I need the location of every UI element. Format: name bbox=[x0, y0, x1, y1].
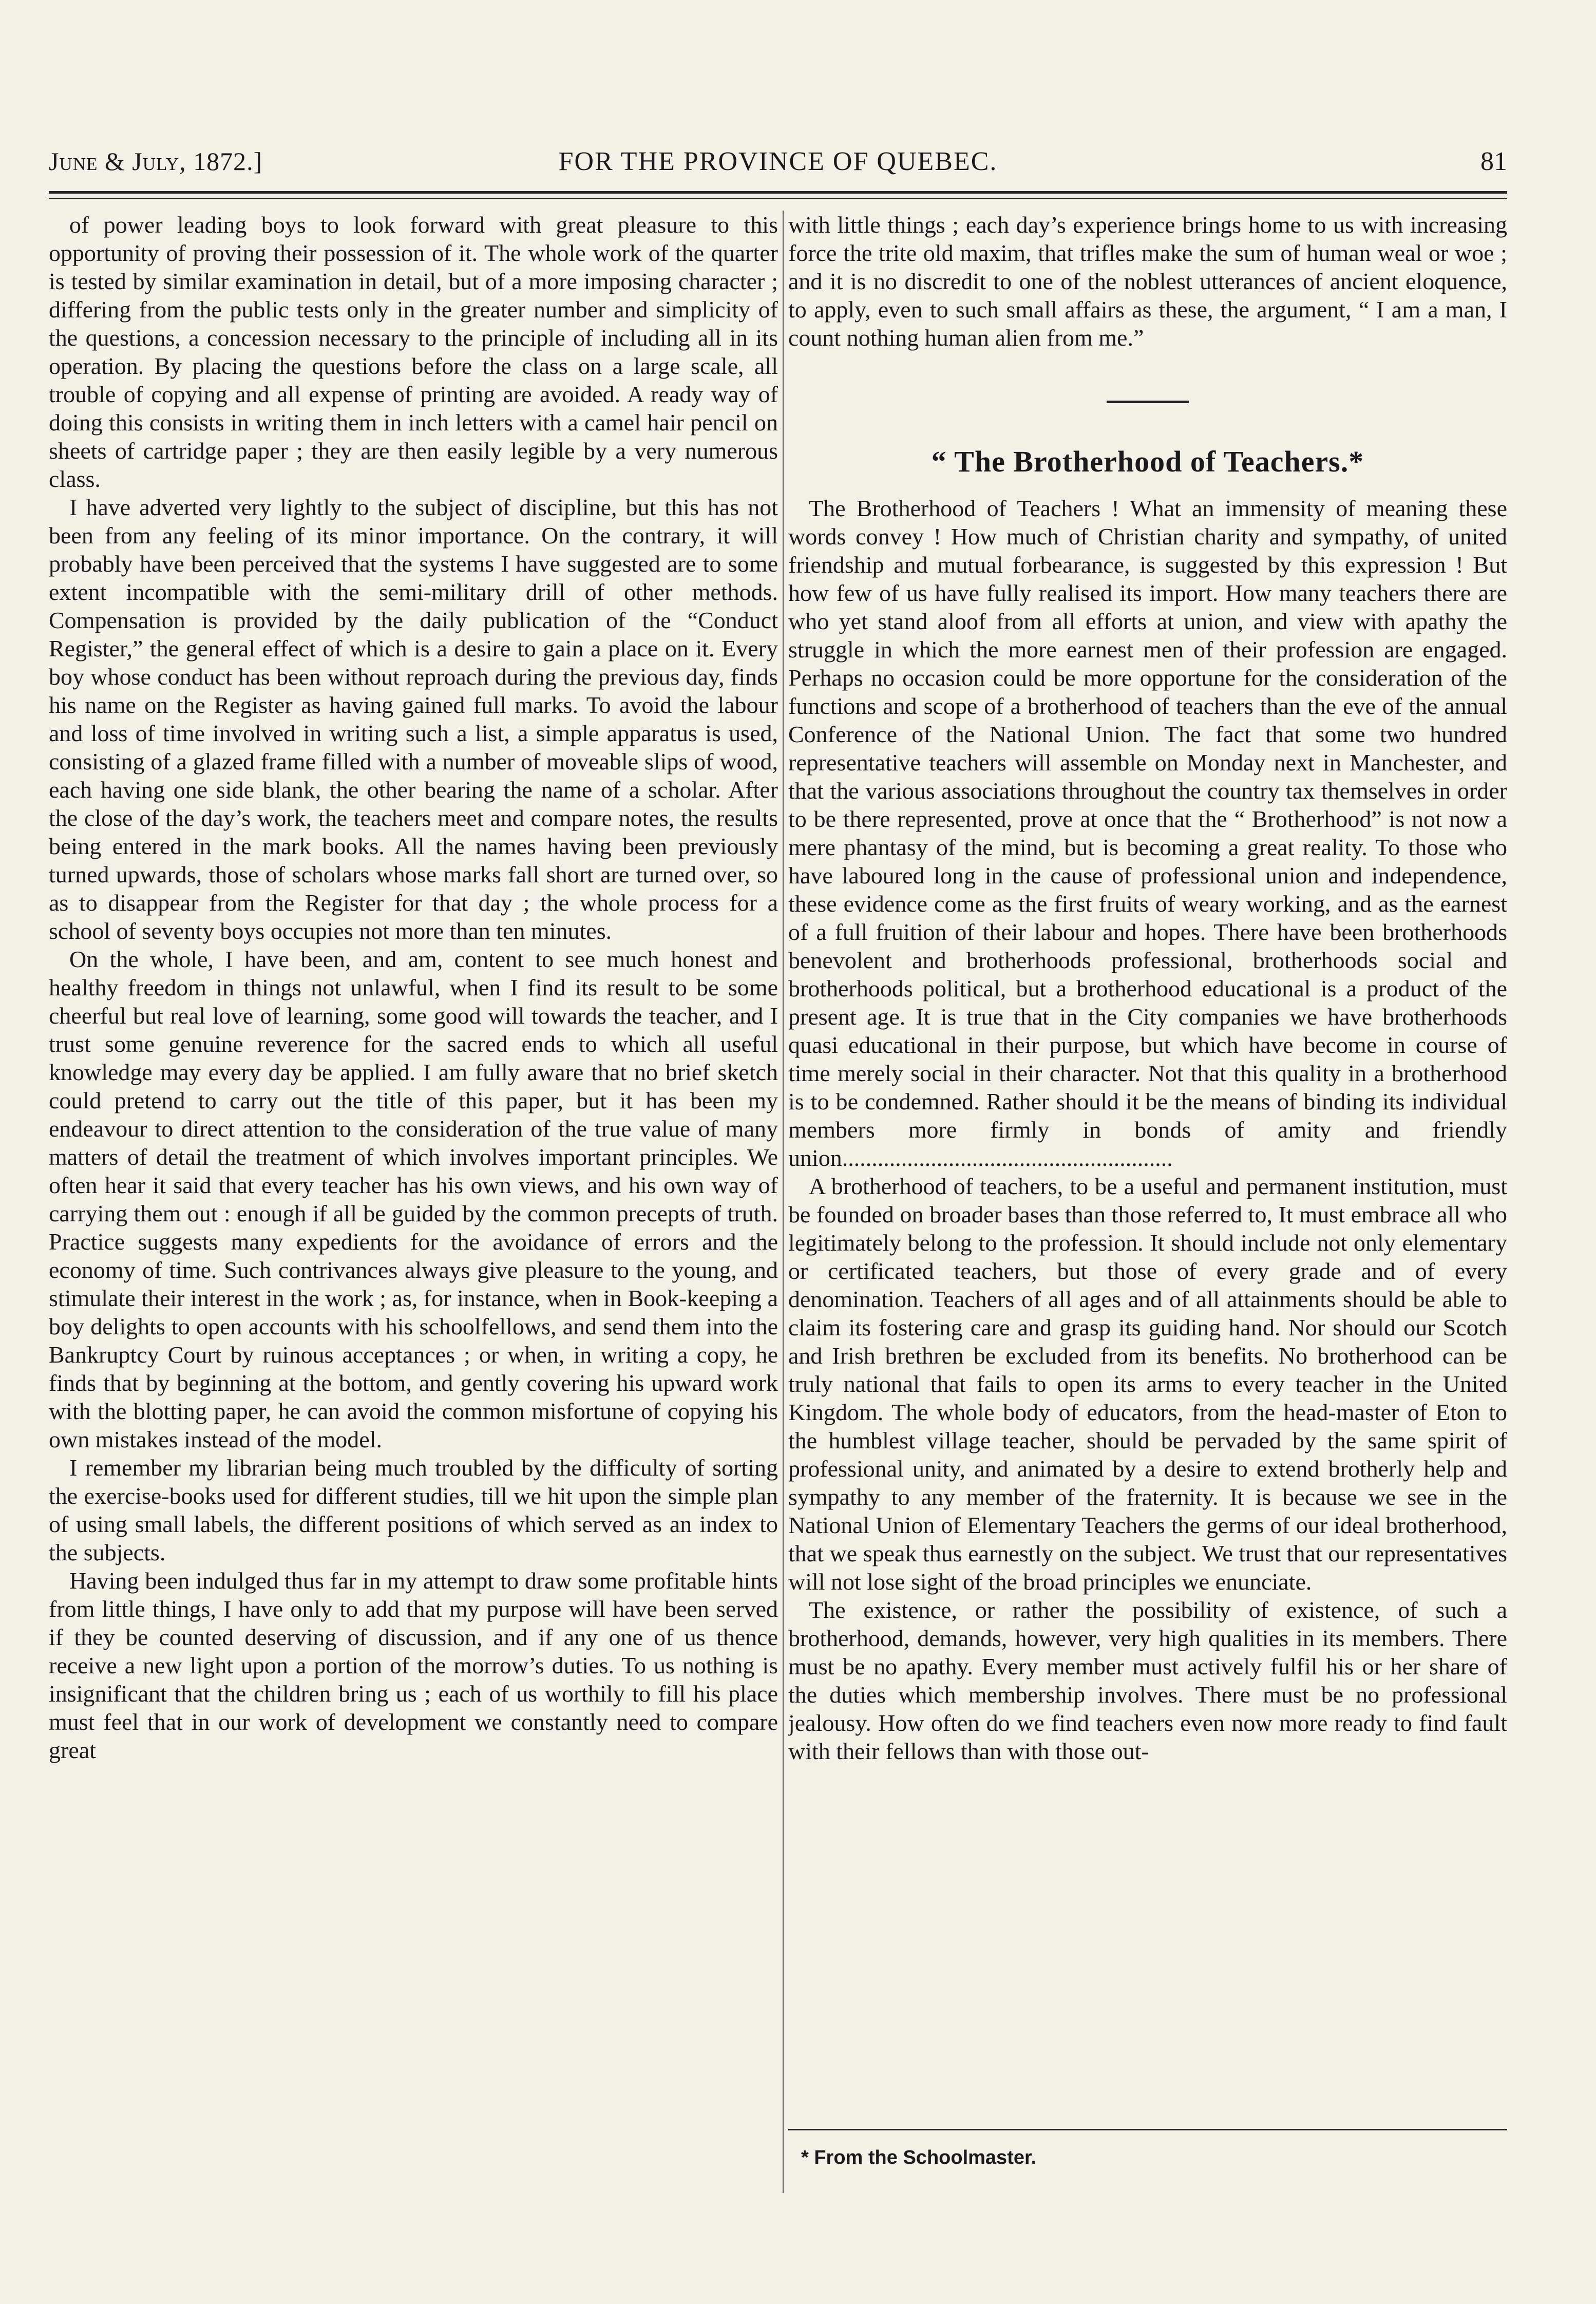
footnote-rule bbox=[788, 2129, 1507, 2130]
header-date: June & July, 1872.] bbox=[49, 147, 263, 176]
header-title: FOR THE PROVINCE OF QUEBEC. bbox=[558, 147, 998, 176]
right-paragraph: The existence, or rather the possibility of existence, of such a brotherhood, demands, however, very high qualities in its members. There must be no apathy. Every member must actively fulfil his or her share of the duties which membership involves. There must be no professional jealousy. How often do we find teachers even now more ready to find fault with their fellows than with those out- bbox=[788, 1597, 1507, 1764]
column-divider bbox=[783, 211, 784, 2193]
right-paragraph: A brotherhood of teachers, to be a useful and permanent institution, must be founded on broader bases than those referred to, It must embrace all who legitimately belong to the profession. It should include not only elementary or certificated teachers, but those of every grade and of every denomination. Teachers of all ages and of all attainments should be able to claim its fostering care and grasp its guiding hand. Nor should our Scotch and Irish brethren be excluded from its benefits. No brotherhood can be truly national that fails to open its arms to every teacher in the United Kingdom. The whole body of educators, from the head-master of Eton to the humblest village teacher, should be pervaded by the same spirit of professional unity, and animated by a desire to extend brotherly help and sympathy to any member of the fraternity. It is because we see in the National Union of Elementary Teachers the germs of our ideal brotherhood, that we speak thus earnestly on the subject. We trust that our representatives will not lose sight of the broad principles we enunciate. bbox=[788, 1173, 1507, 1595]
right-paragraph: The Brotherhood of Teachers ! What an immensity of meaning these words convey ! How much of Christian charity and sympathy, of united friendship and mutual forbearance, is suggested by this expression ! But how few of us have fully realised its import. How many teachers there are who yet stand aloof from all efforts at union, and view with apathy the struggle in which the more earnest men of their profession are engaged. Perhaps no occasion could be more opportune for the consideration of the functions and scope of a brotherhood of teachers than the eve of the annual Conference of the National Union. The fact that some two hundred representative teachers will assemble on Monday next in Manchester, and that the various associations throughout the country tax themselves in order to be there represented, prove at once that the “ Brotherhood” is not now a mere phantasy of the mind, but is becoming a great reality. To those who have laboured long in the cause of professional union and independence, these evidence come as the first fruits of weary working, and as the earnest of a full fruition of their labour and hopes. There have been brotherhoods benevolent and brotherhoods professional, brotherhoods social and brotherhoods political, but a brotherhood educational is a product of the present age. It is true that in the City companies we have brotherhoods quasi educational in their purpose, but which have become in course of time merely social in their character. Not that this quality in a brotherhood is to be condemned. Rather should it be the means of binding its individual members more firmly in bonds of amity and friendly union........................................................ bbox=[788, 495, 1507, 1171]
page-number: 81 bbox=[1480, 147, 1507, 176]
left-paragraph: Having been indulged thus far in my attempt to draw some profitable hints from little things, I have only to add that my purpose will have been served if they be counted deserving of discussion, and if any one of us thence receive a new light upon a portion of the morrow’s duties. To us nothing is insignificant that the children bring us ; each of us worthily to fill his place must feel that in our work of development we constantly need to compare great bbox=[49, 1568, 778, 1763]
left-paragraph: I remember my librarian being much troubled by the difficulty of sorting the exercise-books used for different studies, till we hit upon the simple plan of using small labels, the different positions of which served as an index to the subjects. bbox=[49, 1455, 778, 1565]
article-title: “ The Brotherhood of Teachers.* bbox=[931, 445, 1364, 478]
footnote: * From the Schoolmaster. bbox=[801, 2147, 1037, 2168]
section-separator bbox=[1107, 401, 1189, 403]
left-paragraph: On the whole, I have been, and am, content to see much honest and healthy freedom in things not unlawful, when I find its result to be some cheerful but real love of learning, some good will towards the teacher, and I trust some genuine reverence for the sacred ends to which all useful knowledge may every day be applied. I am fully aware that no brief sketch could pretend to carry out the title of this paper, but it has been my endeavour to direct attention to the consideration of the true value of many matters of detail the treatment of which involves important principles. We often hear it said that every teacher has his own views, and his own way of carrying them out : enough if all be guided by the common precepts of truth. Practice suggests many expedients for the avoidance of errors and the economy of time. Such contrivances always give pleasure to the young, and stimulate their interest in the work ; as, for instance, when in Book-keeping a boy delights to open accounts with his schoolfellows, and send them into the Bankruptcy Court by ruinous acceptances ; or when, in writing a copy, he finds that by beginning at the bottom, and gently covering his upward work with the blotting paper, he can avoid the common misfortune of copying his own mistakes instead of the model. bbox=[49, 946, 778, 1452]
header-rule-thick bbox=[49, 191, 1507, 194]
right-column bbox=[788, 211, 1507, 2224]
right-intro-paragraph: with little things ; each day’s experience brings home to us with increasing force the trite old maxim, that trifles make the sum of human weal or woe ; and it is no discredit to one of the noblest utterances of ancient eloquence, to apply, even to such small affairs as these, the argument, “ I am a man, I count nothing human alien from me.” bbox=[788, 212, 1507, 351]
running-header bbox=[49, 146, 1507, 182]
header-rule-thin bbox=[49, 198, 1507, 199]
left-column bbox=[49, 211, 778, 2224]
left-paragraph: I have adverted very lightly to the subject of discipline, but this has not been from any feeling of its minor importance. On the contrary, it will probably have been perceived that the systems I have suggested are to some extent incompatible with the semi-military drill of other methods. Compensation is provided by the daily publication of the “Conduct Register,” the general effect of which is a desire to gain a place on it. Every boy whose conduct has been without reproach during the previous day, finds his name on the Register as having gained full marks. To avoid the labour and loss of time involved in writing such a list, a simple apparatus is used, consisting of a glazed frame filled with a number of moveable slips of wood, each having one side blank, the other bearing the name of a scholar. After the close of the day’s work, the teachers meet and compare notes, the results being entered in the mark books. All the names having been previously turned upwards, those of scholars whose marks fall short are turned over, so as to disappear from the Register for that day ; the whole process for a school of seventy boys occupies not more than ten minutes. bbox=[49, 494, 778, 944]
left-paragraph: of power leading boys to look forward with great pleasure to this opportunity of proving their possession of it. The whole work of the quarter is tested by similar examination in detail, but of a more imposing character ; differing from the public tests only in the greater number and simplicity of the questions, a concession necessary to the principle of including all in its operation. By placing the questions before the class on a large scale, all trouble of copying and all expense of printing are avoided. A ready way of doing this consists in writing them in inch letters with a camel hair pencil on sheets of cartridge paper ; they are then easily legible by a very numerous class. bbox=[49, 212, 778, 492]
